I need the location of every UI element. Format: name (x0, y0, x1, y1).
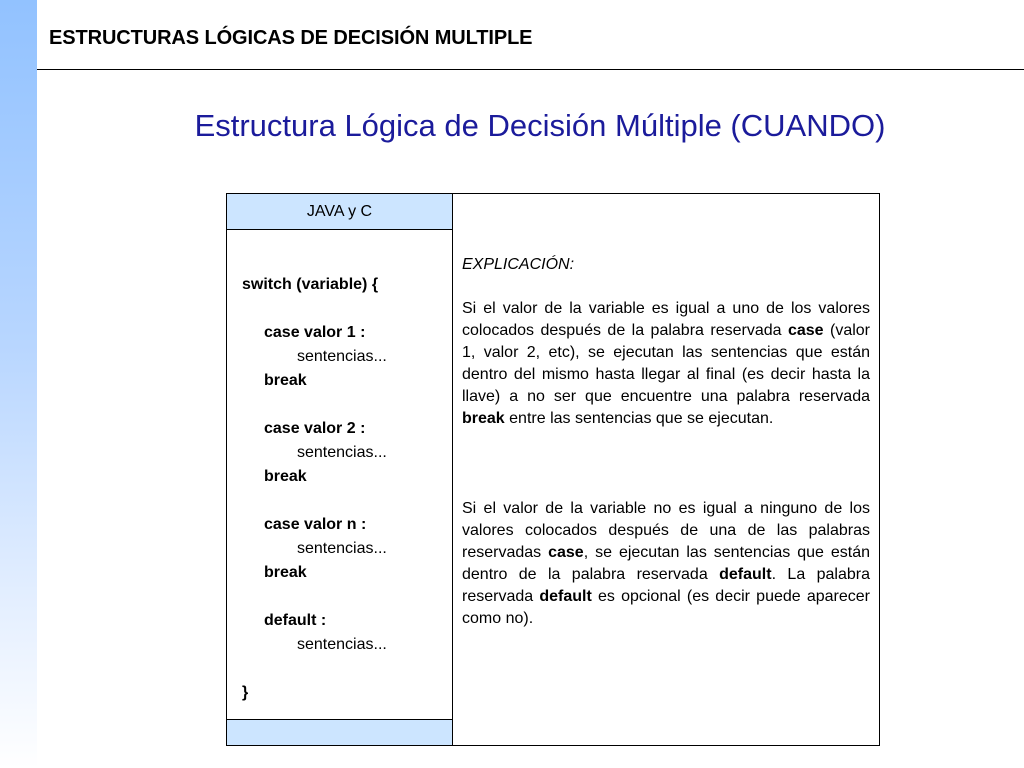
code-column (227, 194, 453, 745)
code-case-2: case valor 2 : (264, 420, 366, 437)
code-case-2-break: break (264, 468, 307, 485)
code-case-n-body: sentencias... (297, 540, 387, 557)
text-run: entre las sentencias que se ejecutan. (504, 410, 774, 427)
keyword-break: break (462, 410, 505, 427)
text-run: (valor 1, valor 2, etc), se ejecutan las sentencias que están dentro del mismo hasta llegar al final (es decir hasta la llave) a no ser que encuentre una palabra reservada (462, 322, 871, 405)
explanation-heading: EXPLICACIÓN: (462, 256, 575, 273)
text-run: Si el valor de la variable no es igual a ninguno de los valores colocados después de una de las palabras reservadas (462, 500, 870, 561)
keyword-case: case (787, 322, 824, 339)
code-case-2-body: sentencias... (297, 444, 387, 461)
text-run: es opcional (es decir puede aparecer como no). (462, 588, 871, 627)
explanation-paragraph-1 (462, 298, 870, 430)
keyword-default: default (719, 566, 772, 583)
keyword-default: default (539, 588, 592, 605)
keyword-case: case (548, 544, 584, 561)
code-case-1: case valor 1 : (264, 324, 366, 341)
code-column-footer (227, 719, 452, 745)
code-switch-close: } (242, 684, 249, 701)
content-table (226, 193, 880, 746)
code-case-1-break: break (264, 372, 307, 389)
header-divider (37, 69, 1024, 70)
code-case-n-break: break (264, 564, 307, 581)
explanation-paragraph-2 (462, 498, 870, 630)
header-title: ESTRUCTURAS LÓGICAS DE DECISIÓN MULTIPLE (49, 27, 533, 49)
slide-title: Estructura Lógica de Decisión Múltiple (CUANDO) (194, 108, 886, 143)
text-run: . La palabra reservada (462, 566, 870, 605)
code-column-heading: JAVA y C (227, 194, 452, 230)
code-switch-open: switch (variable) { (242, 276, 379, 293)
text-run: , se ejecutan las sentencias que están dentro de la palabra reservada (462, 544, 871, 583)
code-default-body: sentencias... (297, 636, 387, 653)
text-run: Si el valor de la variable es igual a uno de los valores colocados después de la palabra reservada (462, 300, 870, 339)
code-case-n: case valor n : (264, 516, 367, 533)
code-default: default : (264, 612, 327, 629)
code-case-1-body: sentencias... (297, 348, 387, 365)
